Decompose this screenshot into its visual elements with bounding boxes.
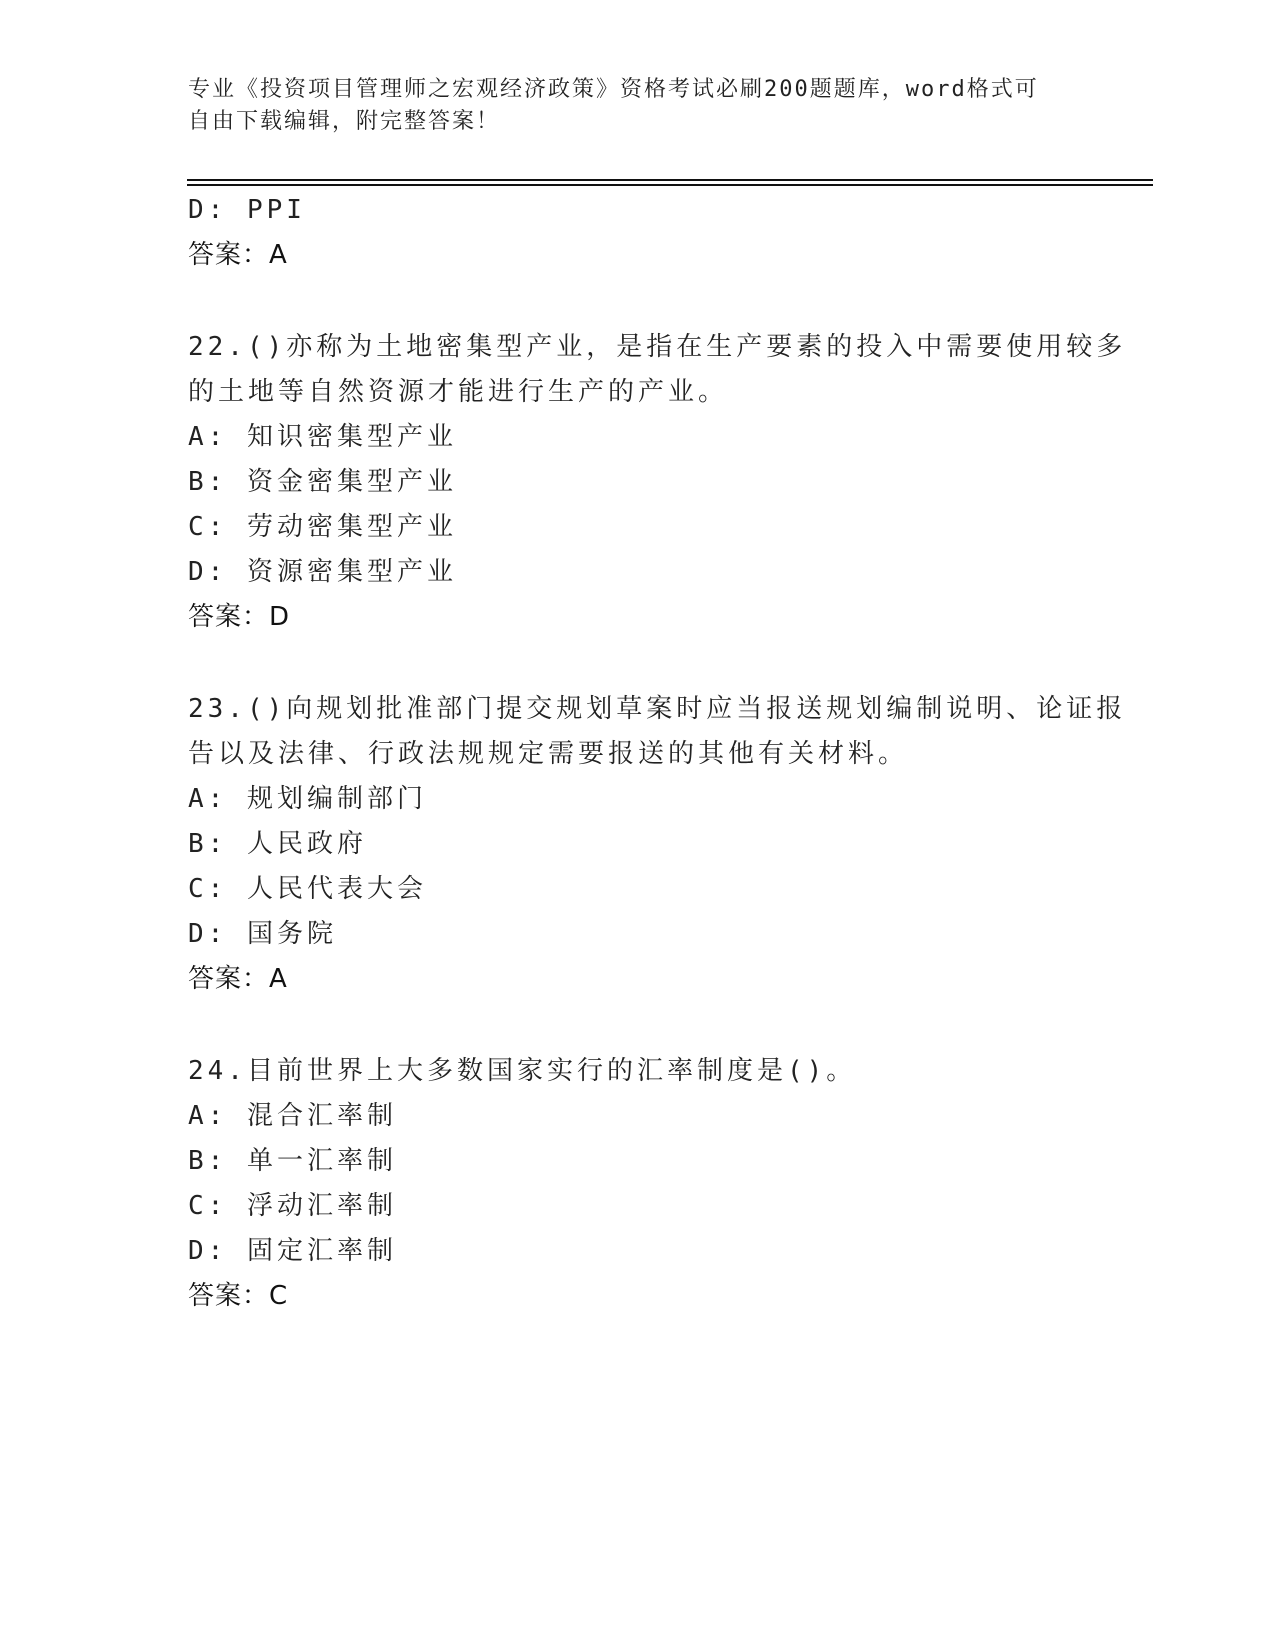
- question-spacer: [188, 640, 1088, 687]
- question-stem: 24.目前世界上大多数国家实行的汇率制度是()。: [188, 1056, 857, 1086]
- option-c: C: 浮动汇率制: [188, 1191, 397, 1221]
- option-d: D: PPI: [188, 195, 306, 225]
- question-list: [188, 188, 1127, 1319]
- option-d: D: 固定汇率制: [188, 1236, 397, 1266]
- question-stem-continued: 的土地等自然资源才能进行生产的产业。: [188, 377, 729, 407]
- question-stem-continued: 告以及法律、行政法规规定需要报送的其他有关材料。: [188, 739, 909, 769]
- option-a: A: 规划编制部门: [188, 784, 427, 814]
- question-21-tail: [188, 188, 1088, 278]
- question-stem: 22.()亦称为土地密集型产业，是指在生产要素的投入中需要使用较多: [188, 332, 1127, 362]
- page-header: [188, 74, 1088, 138]
- option-b: B: 资金密集型产业: [188, 467, 457, 497]
- option-c: C: 人民代表大会: [188, 874, 427, 904]
- question-spacer: [188, 1002, 1088, 1049]
- option-a: A: 混合汇率制: [188, 1101, 397, 1131]
- header-title-line-1: 专业《投资项目管理师之宏观经济政策》资格考试必刷200题题库，word格式可: [188, 77, 1039, 102]
- option-d: D: 资源密集型产业: [188, 557, 457, 587]
- answer-line: 答案：A: [188, 964, 288, 994]
- option-b: B: 人民政府: [188, 829, 367, 859]
- option-c: C: 劳动密集型产业: [188, 512, 457, 542]
- answer-line: 答案：A: [188, 240, 288, 270]
- option-a: A: 知识密集型产业: [188, 422, 457, 452]
- option-d: D: 国务院: [188, 919, 337, 949]
- option-b: B: 单一汇率制: [188, 1146, 397, 1176]
- answer-line: 答案：D: [188, 602, 291, 632]
- question-22: [188, 325, 1127, 640]
- question-23: [188, 687, 1127, 1002]
- answer-line: 答案：C: [188, 1281, 289, 1311]
- header-rule-top: [187, 179, 1153, 181]
- question-spacer: [188, 278, 1088, 325]
- header-title-line-2: 自由下载编辑，附完整答案！: [188, 109, 501, 134]
- header-rule-bottom: [187, 184, 1153, 186]
- question-stem: 23.()向规划批准部门提交规划草案时应当报送规划编制说明、论证报: [188, 694, 1127, 724]
- question-24: [188, 1049, 1088, 1319]
